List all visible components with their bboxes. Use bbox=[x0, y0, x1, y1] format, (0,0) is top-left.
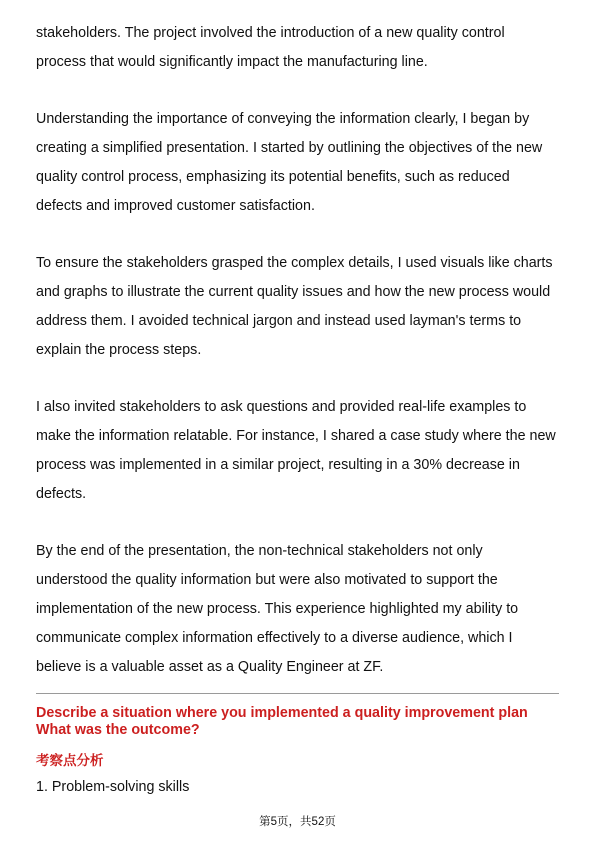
text-line: implementation of the new process. This experience highlighted my ability to bbox=[36, 600, 519, 617]
paragraph bbox=[36, 537, 561, 681]
text-line: To ensure the stakeholders grasped the complex details, I used visuals like charts bbox=[36, 255, 553, 272]
section-divider bbox=[36, 693, 559, 694]
text-line: process that would significantly impact the manufacturing line. bbox=[36, 53, 428, 70]
paragraph bbox=[36, 393, 561, 508]
text-line: explain the process steps. bbox=[36, 341, 202, 358]
text-line: process was implemented in a similar project, resulting in a 30% decrease in bbox=[36, 456, 520, 473]
text-line: believe is a valuable asset as a Quality Engineer at ZF. bbox=[36, 658, 384, 675]
text-line: understood the quality information but were also motivated to support the bbox=[36, 572, 498, 589]
text-line: address them. I avoided technical jargon and instead used layman's terms to bbox=[36, 312, 522, 329]
text-line: I also invited stakeholders to ask questions and provided real-life examples to bbox=[36, 399, 527, 416]
paragraph bbox=[36, 249, 561, 364]
text-line: defects. bbox=[36, 485, 87, 502]
answer-body bbox=[36, 19, 561, 710]
text-line: By the end of the presentation, the non-technical stakeholders not only bbox=[36, 543, 483, 560]
question-heading bbox=[36, 705, 561, 739]
text-line: and graphs to illustrate the current quality issues and how the new process would bbox=[36, 284, 551, 301]
text-line: defects and improved customer satisfaction. bbox=[36, 197, 315, 214]
text-line: stakeholders. The project involved the introduction of a new quality control bbox=[36, 25, 505, 41]
list-item: 1. Problem-solving skills bbox=[36, 779, 190, 795]
analysis-label: 考察点分析 bbox=[36, 753, 104, 768]
text-line: quality control process, emphasizing its potential benefits, such as reduced bbox=[36, 168, 510, 185]
text-line: Understanding the importance of conveying the information clearly, I began by bbox=[36, 111, 530, 128]
page-number: 第5页，共52页 bbox=[259, 816, 336, 828]
paragraph bbox=[36, 105, 561, 220]
paragraph bbox=[36, 19, 561, 77]
text-line: communicate complex information effectively to a diverse audience, which I bbox=[36, 629, 513, 646]
question-line: What was the outcome? bbox=[36, 722, 200, 738]
text-line: creating a simplified presentation. I started by outlining the objectives of the new bbox=[36, 140, 543, 157]
text-line: make the information relatable. For instance, I shared a case study where the new bbox=[36, 428, 556, 445]
question-line: Describe a situation where you implemented a quality improvement plan bbox=[36, 705, 528, 721]
